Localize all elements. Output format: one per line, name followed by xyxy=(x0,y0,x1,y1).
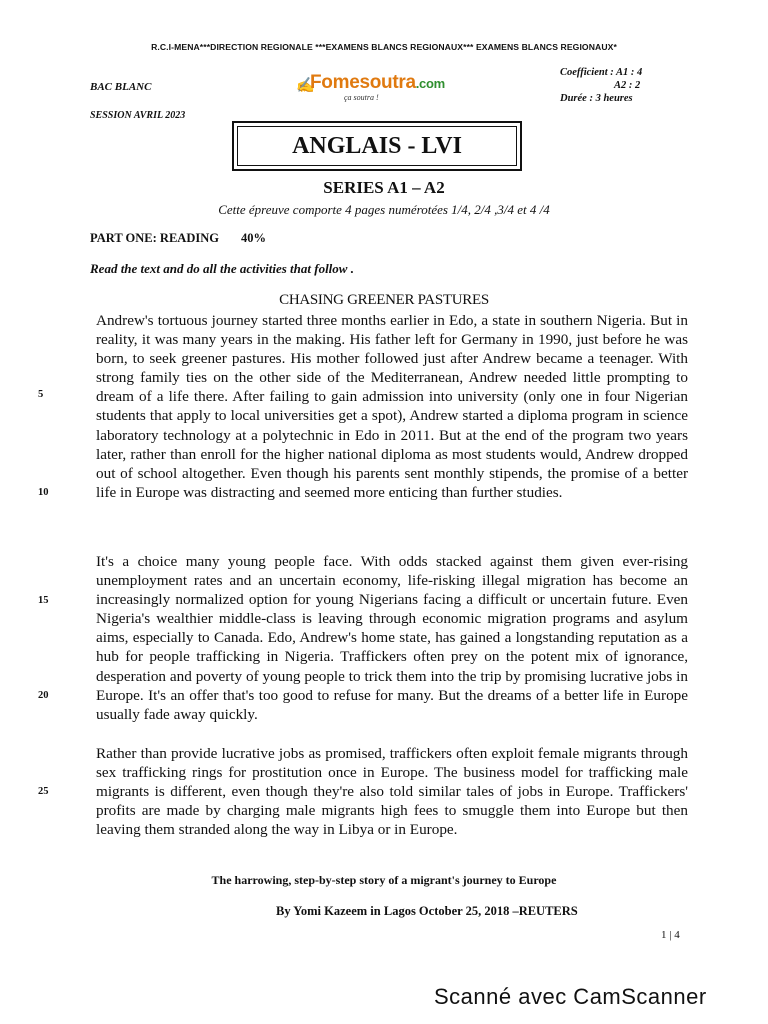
page-title: ANGLAIS - LVI xyxy=(237,126,517,166)
logo-tagline: ça soutra ! xyxy=(344,93,379,102)
coefficient-block xyxy=(560,66,642,105)
part-percent: 40% xyxy=(240,231,266,245)
duration-line: Durée : 3 heures xyxy=(560,93,633,104)
paragraph-2: It's a choice many young people face. With odds stacked against them given ever-rising unemployment rates and an uncertain economy, life-risking illegal migration has become an increasingly normalized option for young Nigerians facing a difficult or uncertain future. Even Nigeria's wealthier middle-class is leaving through economic migration programs and asylum aims, especially to Canada. Edo, Andrew's home state, has gained a longstanding reputation as a hub for people trafficking in Nigeria. Traffickers often prey on the potent mix of ignorance, desperation and poverty of young people to trick them into the trip by promising lucrative jobs in Europe. It's an offer that's too good to refuse for many. But the dreams of a better life in Europe usually fade away quickly. xyxy=(96,553,688,723)
part-label: PART ONE: READING xyxy=(90,231,219,245)
logo-figure-icon: ✍ xyxy=(296,78,315,94)
fomesoutra-logo xyxy=(296,72,466,112)
title-box xyxy=(232,121,522,171)
camscanner-watermark: Scanné avec CamScanner xyxy=(434,984,707,1009)
part-one-heading xyxy=(90,231,266,246)
line-number: 15 xyxy=(38,595,49,606)
text-heading: CHASING GREENER PASTURES xyxy=(279,292,489,308)
page-number: 1 | 4 xyxy=(661,929,680,941)
paragraph-1: Andrew's tortuous journey started three months earlier in Edo, a state in southern Nigeria. But in reality, it was many years in the making. His father left for Germany in 1990, just before he was born, to seek greener pastures. His mother followed just after Andrew became a teenager. With strong family ties on the other side of the Mediterranean, Andrew needed little prompting to dream of a life there. After failing to gain admission into university (only one in four Nigerian students that apply to local universities get a spot), Andrew started a diploma program in science laboratory technology at a polytechnic in Edo in 2011. But at the end of the program two years later, rather than enroll for the higher national diploma as most students would, Andrew dropped out of school altogether. Even though his parents sent monthly stipends, the promise of a better life in Europe was distracting and seemed more enticing than further studies. xyxy=(96,312,688,501)
logo-text xyxy=(310,72,445,94)
paragraph-3: Rather than provide lucrative jobs as promised, traffickers often exploit female migrants through sex trafficking rings for prostitution once in Europe. The business model for trafficking male migrants is different, even though they're also told similar tales of jobs in Europe. Traffickers' profits are made by charging male migrants high fees to smuggle them into Europe but then leaving them stranded along the way in Libya or in Europe. xyxy=(96,745,688,839)
bac-blanc-label: BAC BLANC xyxy=(90,81,152,93)
logo-com: .com xyxy=(415,76,445,91)
coefficient-line-1: Coefficient : A1 : 4 xyxy=(560,67,643,78)
logo-name: Fomesoutra xyxy=(310,72,416,93)
article-caption: The harrowing, step-by-step story of a migrant's journey to Europe xyxy=(211,873,557,887)
line-number: 10 xyxy=(38,487,49,498)
session-label: SESSION AVRIL 2023 xyxy=(90,110,186,121)
header-topline: R.C.I-MENA***DIRECTION REGIONALE ***EXAMENS BLANCS REGIONAUX*** EXAMENS BLANCS REGIONAUX* xyxy=(151,42,617,52)
line-number: 5 xyxy=(38,389,44,400)
article-source: By Yomi Kazeem in Lagos October 25, 2018 –REUTERS xyxy=(276,904,578,918)
instruction-text: Read the text and do all the activities that follow . xyxy=(90,261,354,276)
series-heading: SERIES A1 – A2 xyxy=(323,178,445,197)
pages-note: Cette épreuve comporte 4 pages numérotées 1/4, 2/4 ,3/4 et 4 /4 xyxy=(218,202,550,217)
coefficient-line-2: A2 : 2 xyxy=(614,80,641,91)
line-number: 20 xyxy=(38,690,49,701)
line-number: 25 xyxy=(38,786,49,797)
